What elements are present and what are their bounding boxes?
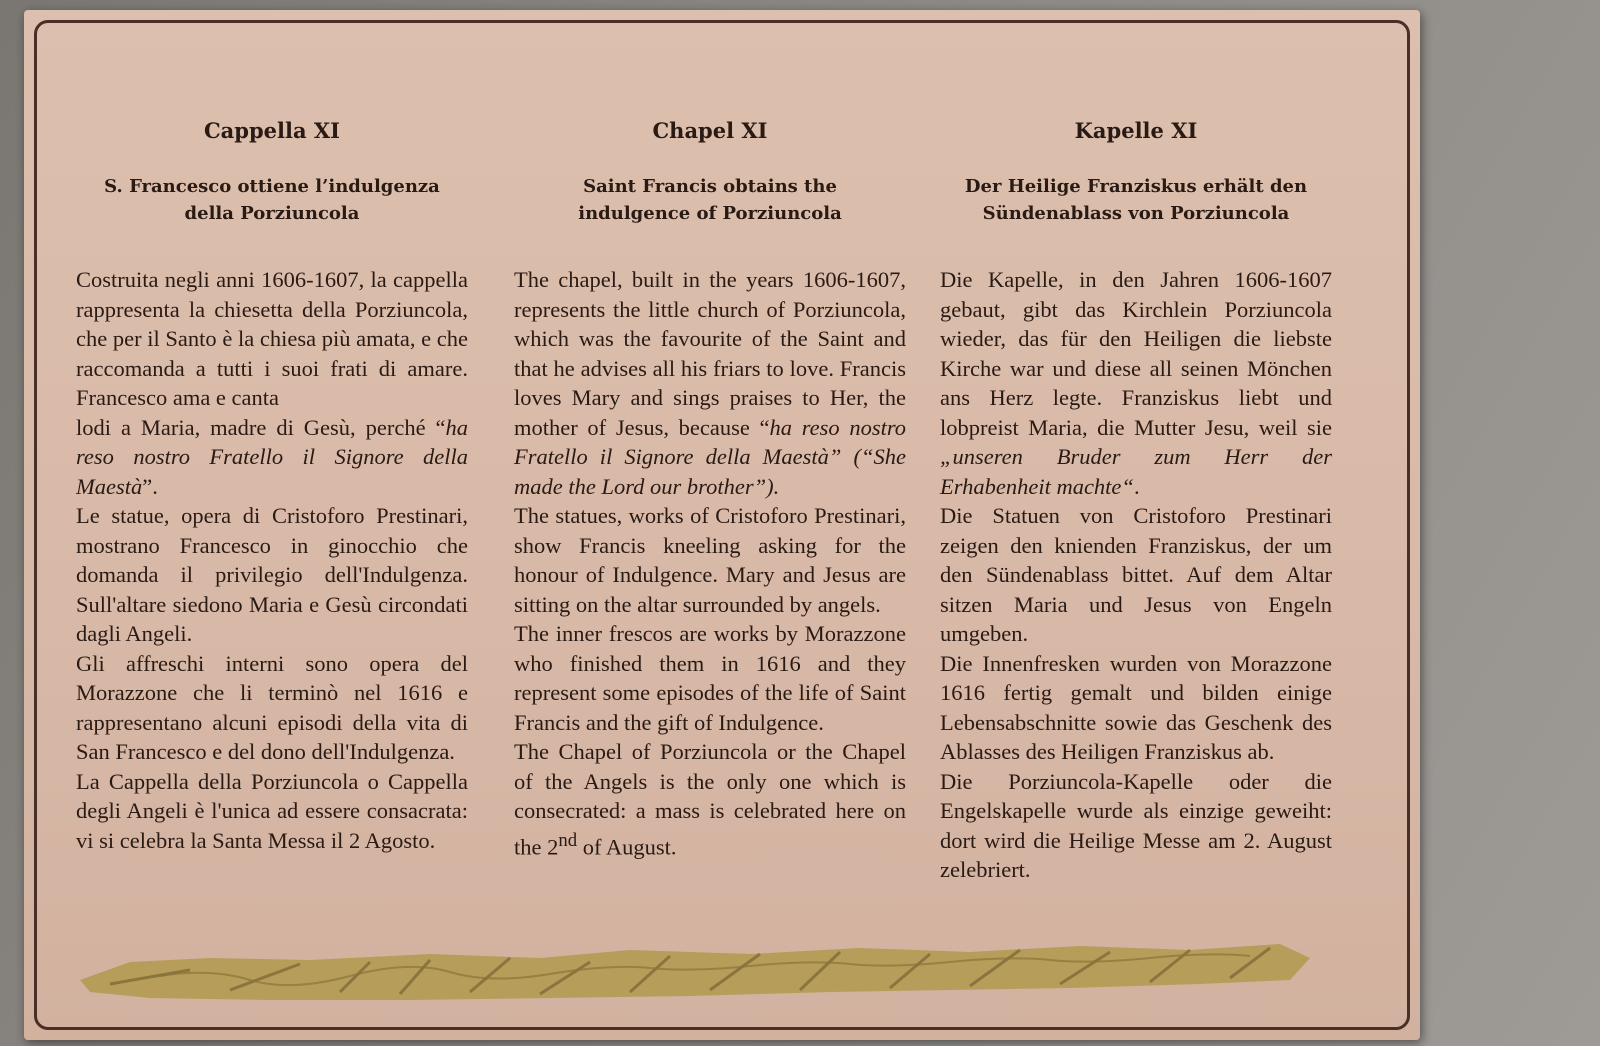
german-title: Kapelle XI	[1074, 118, 1198, 143]
english-ordinal-suffix: nd	[558, 829, 578, 851]
information-plaque	[24, 10, 1420, 1040]
english-quote: ha reso nostro Fratello il Signore della Maestà” (“She made the Lord our brother”).	[514, 414, 907, 499]
english-paragraph-4	[514, 737, 906, 862]
english-paragraph-4-end: of August.	[577, 834, 677, 859]
english-subtitle: Saint Francis obtains the indulgence of Porziuncola	[578, 176, 842, 224]
italian-title: Cappella XI	[203, 118, 341, 143]
gold-leaf-pattern	[70, 940, 1330, 1004]
italian-paragraph-1b	[76, 413, 468, 502]
gold-decorative-strip	[70, 940, 1330, 1004]
english-column	[514, 118, 906, 862]
german-quote: „unseren Bruder zum Herr der Erhabenheit machte“	[940, 444, 1332, 499]
italian-subtitle: S. Francesco ottiene l’indulgenza della Porziuncola	[104, 176, 440, 224]
italian-quote: ha reso nostro Fratello il Signore della Maestà	[76, 414, 468, 499]
german-paragraph-4: Die Porziuncola-Kapelle oder die Engelskapelle wurde als einzige geweiht: dort wird die Heilige Messe am 2. August zelebriert.	[940, 768, 1332, 882]
italian-body	[76, 265, 468, 855]
italian-paragraph-4: La Cappella della Porziuncola o Cappella degli Angeli è l'unica ad essere consacrata: vi si celebra la Santa Messa il 2 Agosto.	[76, 768, 468, 853]
italian-paragraph-3: Gli affreschi interni sono opera del Morazzone che li terminò nel 1616 e rappresentano alcuni episodi della vita di San Francesco e del dono dell'Indulgenza.	[76, 650, 468, 764]
italian-paragraph-1b-text: lodi a Maria, madre di Gesù, perché “	[76, 414, 446, 440]
italian-quote-end: ”.	[142, 473, 158, 499]
english-paragraph-1	[514, 265, 906, 501]
english-body	[514, 265, 906, 862]
english-paragraph-3: The inner frescos are works by Morazzone who finished them in 1616 and they represent some episodes of the life of Saint Francis and the gift of Indulgence.	[514, 621, 906, 735]
german-body	[940, 265, 1332, 885]
german-paragraph-1-text: Die Kapelle, in den Jahren 1606-1607 gebaut, gibt das Kirchlein Porziuncola wieder, das für den Heiligen die liebste Kirche war und diese all seinen Mönchen ans Herz legte. Franziskus liebt und lobpreist Maria, die Mutter Jesu, weil sie	[940, 267, 1332, 440]
italian-paragraph-2: Le statue, opera di Cristoforo Prestinari, mostrano Francesco in ginocchio che domanda il privilegio dell'Indulgenza. Sull'altare siedono Maria e Gesù circondati dagli Angeli.	[76, 503, 468, 646]
german-paragraph-3: Die Innenfresken wurden von Morazzone 1616 fertig gemalt und bilden einige Lebensabschnitte sowie das Geschenk des Ablasses des Heiligen Franziskus ab.	[940, 650, 1332, 764]
german-quote-end: .	[1133, 473, 1140, 499]
german-paragraph-1	[940, 265, 1332, 501]
italian-paragraph-1a: Costruita negli anni 1606-1607, la cappella rappresenta la chiesetta della Porziuncola, che per il Santo è la chiesa più amata, e che raccomanda a tutti i suoi frati di amare. Francesco ama e canta	[76, 267, 468, 410]
english-paragraph-1-text: The chapel, built in the years 1606-1607, represents the little church of Porziuncola, which was the favourite of the Saint and that he advises all his friars to love. Francis loves Mary and sings praises to Her, the mother of Jesus, because “	[514, 267, 906, 440]
german-paragraph-2: Die Statuen von Cristoforo Prestinari zeigen den knienden Franziskus, der um den Sündenablass bittet. Auf dem Altar sitzen Maria und Jesus von Engeln umgeben.	[940, 503, 1332, 646]
italian-column	[76, 118, 468, 855]
german-column	[940, 118, 1332, 885]
german-subtitle: Der Heilige Franziskus erhält den Sündenablass von Porziuncola	[964, 176, 1308, 224]
english-paragraph-4-text: The Chapel of Porziuncola or the Chapel of the Angels is the only one which is consecrated: a mass is celebrated here on the 2	[514, 739, 906, 859]
english-paragraph-2: The statues, works of Cristoforo Prestinari, show Francis kneeling asking for the honour of Indulgence. Mary and Jesus are sitting on the altar surrounded by angels.	[514, 503, 906, 617]
english-title: Chapel XI	[652, 118, 768, 143]
